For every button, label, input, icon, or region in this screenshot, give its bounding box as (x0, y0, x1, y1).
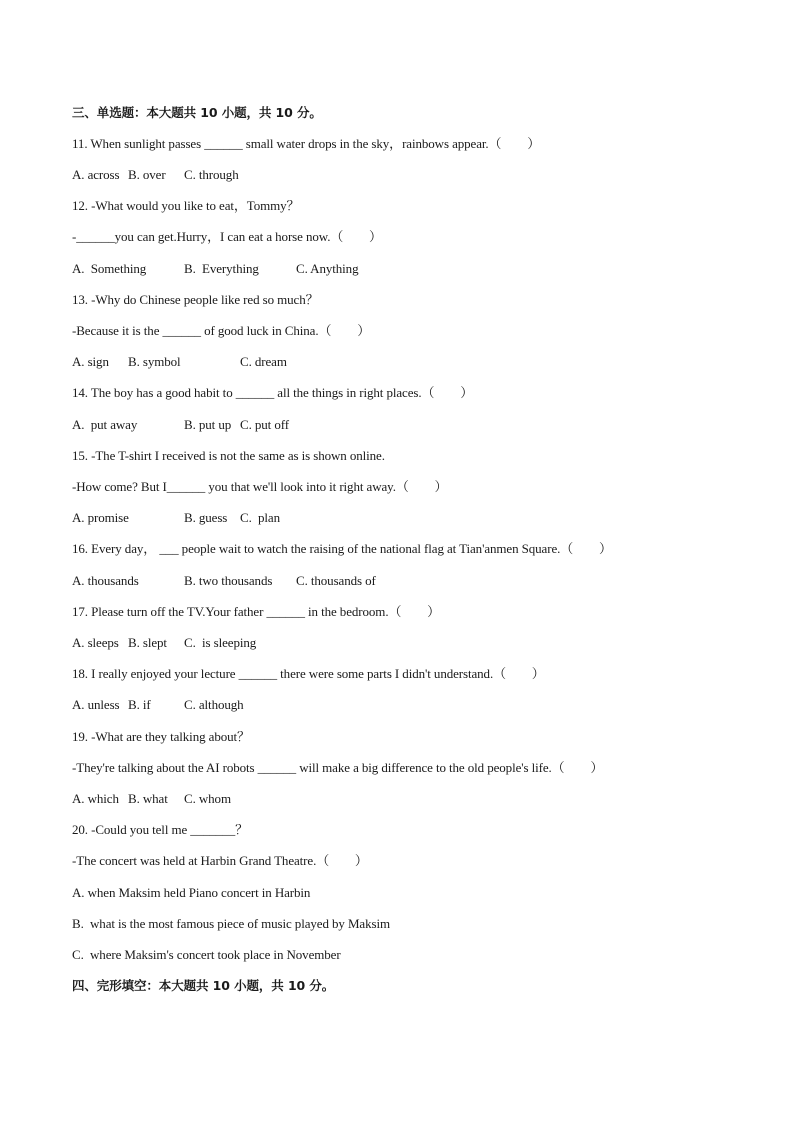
question-12-response: -______you can get.Hurry，I can eat a horse now.（ ） (72, 229, 382, 244)
option-a: A. sign (72, 354, 109, 369)
option-a: A. sleeps (72, 635, 119, 650)
option-c: C. is sleeping (184, 635, 257, 650)
question-number: 17. (72, 604, 88, 619)
option-b: B. put up (184, 417, 232, 432)
option-b: B. if (128, 697, 151, 712)
question-number: 18. (72, 666, 88, 681)
option-c: C. although (184, 697, 244, 712)
question-19-response: -They're talking about the AI robots ______ will make a big difference to the old people's life.（ ） (72, 760, 604, 775)
option-b: B. Everything (184, 261, 259, 276)
question-text: -What are they talking about？ (91, 729, 250, 744)
option-b: B. over (128, 167, 166, 182)
option-b: B. what (128, 791, 168, 806)
question-15-response: -How come? But I______ you that we'll look into it right away.（ ） (72, 479, 448, 494)
option-c: C. through (184, 167, 239, 182)
question-12 (72, 197, 299, 215)
question-18-options (72, 696, 244, 714)
question-text: Every day， ___ people wait to watch the raising of the national flag at Tian'anmen Square.（ ） (91, 541, 612, 556)
option-c: C. whom (184, 791, 231, 806)
question-19-options (72, 790, 231, 808)
question-number: 20. (72, 822, 88, 837)
question-number: 15. (72, 448, 88, 463)
question-text: The boy has a good habit to ______ all the things in right places.（ ） (90, 385, 474, 400)
question-text: I really enjoyed your lecture ______ there were some parts I didn't understand.（ ） (91, 666, 545, 681)
section-heading-single-choice: 三、单选题：本大题共 10 小题，共 10 分。 (72, 105, 322, 120)
question-20-response: -The concert was held at Harbin Grand Theatre.（ ） (72, 853, 368, 868)
question-text: When sunlight passes ______ small water drops in the sky，rainbows appear.（ ） (90, 136, 541, 151)
question-number: 12. (72, 198, 88, 213)
option-a: A. Something (72, 261, 147, 276)
question-20 (72, 821, 248, 839)
option-c: C. thousands of (296, 573, 376, 588)
question-16-options (72, 572, 376, 590)
option-a: A. unless (72, 697, 120, 712)
question-text: -Why do Chinese people like red so much？ (91, 292, 319, 307)
option-a: A. put away (72, 417, 138, 432)
option-b: B. guess (184, 510, 228, 525)
option-c: C. put off (240, 417, 289, 432)
question-14-options (72, 416, 289, 434)
question-17 (72, 603, 440, 621)
question-number: 11. (72, 136, 88, 151)
question-13 (72, 291, 319, 309)
option-a: A. promise (72, 510, 129, 525)
question-text: -Could you tell me _______？ (91, 822, 249, 837)
question-11-options (72, 166, 239, 184)
option-a: A. across (72, 167, 120, 182)
question-20-option-a: A. when Maksim held Piano concert in Harbin (72, 885, 311, 900)
option-c: C. plan (240, 510, 281, 525)
option-a: A. which (72, 791, 119, 806)
option-b: B. slept (128, 635, 167, 650)
question-number: 14. (72, 385, 88, 400)
question-15-options (72, 509, 280, 527)
option-b: B. two thousands (184, 573, 273, 588)
question-number: 16. (72, 541, 88, 556)
question-text: Please turn off the TV.Your father ______ in the bedroom.（ ） (91, 604, 441, 619)
option-c: C. dream (240, 354, 287, 369)
question-number: 19. (72, 729, 88, 744)
question-17-options (72, 634, 256, 652)
question-16 (72, 540, 612, 558)
question-12-options (72, 260, 358, 278)
question-13-response: -Because it is the ______ of good luck in China.（ ） (72, 323, 371, 338)
option-c: C. Anything (296, 261, 359, 276)
question-number: 13. (72, 292, 88, 307)
option-b: B. symbol (128, 354, 181, 369)
question-19 (72, 728, 250, 746)
option-a: A. thousands (72, 573, 139, 588)
question-14 (72, 384, 473, 402)
question-13-options (72, 353, 287, 371)
question-15 (72, 447, 385, 465)
question-20-option-b: B. what is the most famous piece of music played by Maksim (72, 916, 390, 931)
question-18 (72, 665, 545, 683)
section-heading-cloze: 四、完形填空：本大题共 10 小题，共 10 分。 (72, 978, 335, 993)
question-11 (72, 135, 540, 153)
question-20-option-c: C. where Maksim's concert took place in November (72, 947, 341, 962)
question-text: -What would you like to eat，Tommy？ (91, 198, 300, 213)
question-text: -The T-shirt I received is not the same as is shown online. (91, 448, 385, 463)
